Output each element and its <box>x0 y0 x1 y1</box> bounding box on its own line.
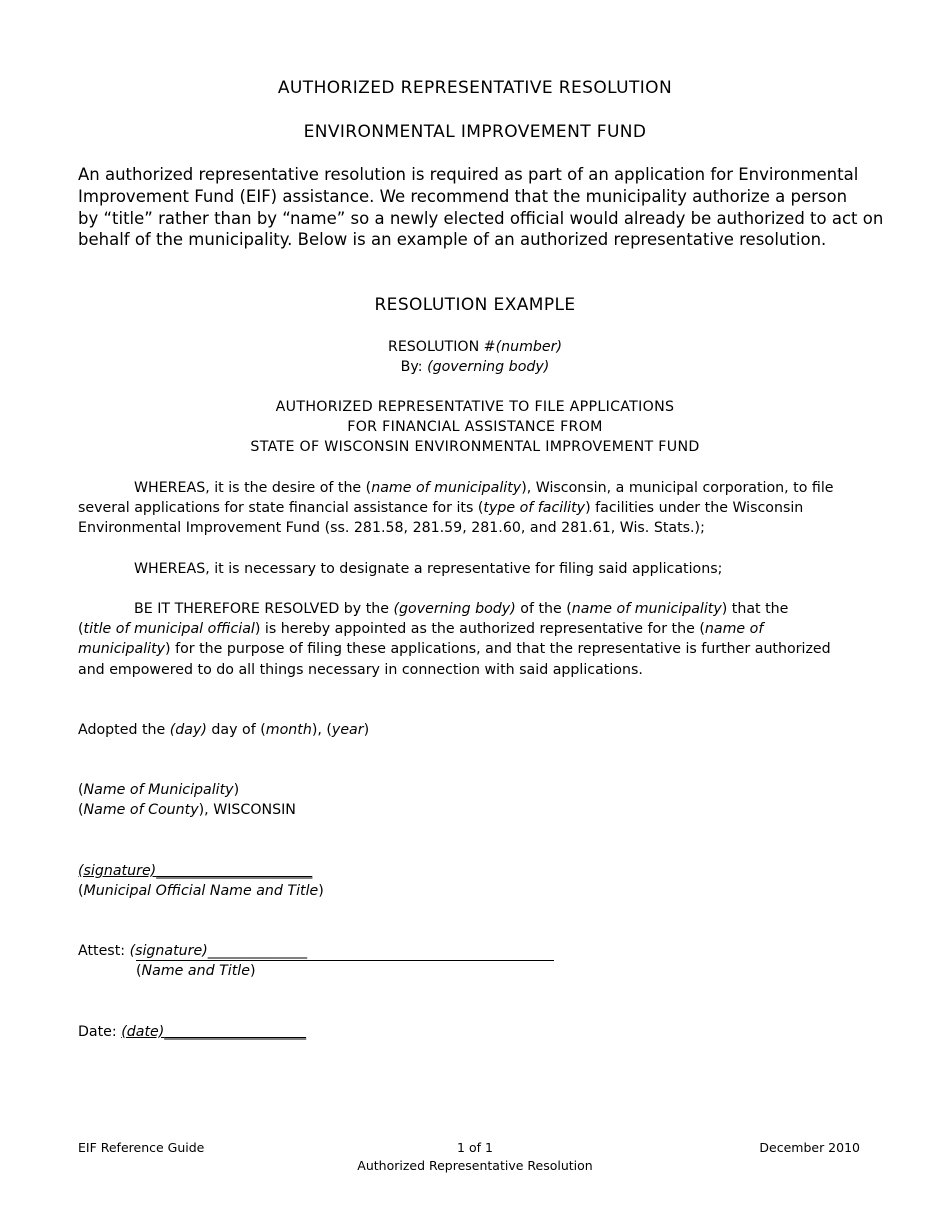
resolution-number: (number) <box>495 339 563 355</box>
footer-right: December 2010 <box>759 1140 860 1155</box>
date-label: Date: <box>78 1024 122 1040</box>
resolution-label: RESOLUTION # <box>387 339 496 355</box>
intro-line: behalf of the municipality. Below is an example of an authorized representative resolution. <box>78 230 827 250</box>
signature-field: (signature) <box>78 863 157 879</box>
caption-line: STATE OF WISCONSIN ENVIRONMENTAL IMPROVEMENT FUND <box>250 439 700 456</box>
attest-block: Attest: (signature)______________ (Name and Title) <box>78 943 308 980</box>
year-field: year <box>331 722 364 738</box>
footer-left: EIF Reference Guide <box>78 1140 205 1155</box>
by-value: (governing body) <box>427 359 550 375</box>
attest-name-title: Name and Title <box>141 963 250 980</box>
by-line <box>0 357 950 377</box>
signature-line: (signature)______________________ <box>78 863 313 879</box>
attest-signature-rule <box>136 960 554 961</box>
day-field: (day) <box>169 722 207 738</box>
attest-label: Attest: <box>78 943 130 959</box>
caption-line: AUTHORIZED REPRESENTATIVE TO FILE APPLICATIONS <box>275 399 675 415</box>
municipality-block: (Name of Municipality) (Name of County), WISCONSIN <box>78 782 296 819</box>
resolved-paragraph: BE IT THEREFORE RESOLVED by the (governing body) of the (name of municipality) that the (title of municipal official) is hereby appointed as the authorized representative for the (name of municipality) for the purpose of filing these applications, and that the representative is further authorized and empowered to do all things necessary in connection with said applications. <box>78 601 831 678</box>
adopted-line: Adopted the (day) day of (month), (year) <box>78 722 370 738</box>
by-label: By: <box>400 359 428 375</box>
municipality-name-field: Name of Municipality <box>83 782 234 798</box>
date-line: Date: (date)____________________ <box>78 1024 307 1040</box>
official-name-title: Municipal Official Name and Title <box>83 883 319 900</box>
intro-paragraph <box>78 164 884 251</box>
example-heading: RESOLUTION EXAMPLE <box>374 295 576 315</box>
official-signature-block: (signature)______________________ (Municipal Official Name and Title) <box>78 861 878 901</box>
resolution-caption <box>0 397 950 458</box>
county-name-field: Name of County <box>83 802 199 819</box>
page-title: AUTHORIZED REPRESENTATIVE RESOLUTION <box>277 78 673 98</box>
intro-line: by “title” rather than by “name” so a newly elected official would already be authorized to act on <box>78 208 884 228</box>
caption-line: FOR FINANCIAL ASSISTANCE FROM <box>347 419 603 436</box>
month-field: month <box>265 722 312 738</box>
footer-page-number: 1 of 1 <box>457 1140 493 1155</box>
page-subtitle: ENVIRONMENTAL IMPROVEMENT FUND <box>303 122 647 142</box>
date-field: (date) <box>121 1024 165 1040</box>
whereas-paragraph-1: WHEREAS, it is the desire of the (name of municipality), Wisconsin, a municipal corporation, to file several applications for state financial assistance for its (type of facility) facilities under the Wisconsin Environmental Improvement Fund (ss. 281.58, 281.59, 281.60, and 281.61, Wis. Stats.); <box>78 480 834 537</box>
whereas-paragraph-2: WHEREAS, it is necessary to designate a representative for filing said applications; <box>134 561 723 577</box>
resolution-number-line <box>0 337 950 357</box>
intro-line: An authorized representative resolution is required as part of an application for Environmental <box>78 165 859 184</box>
intro-line: Improvement Fund (EIF) assistance. We recommend that the municipality authorize a person <box>78 186 848 206</box>
attest-signature-field: (signature) <box>129 943 208 959</box>
footer-doc-title: Authorized Representative Resolution <box>357 1158 593 1173</box>
